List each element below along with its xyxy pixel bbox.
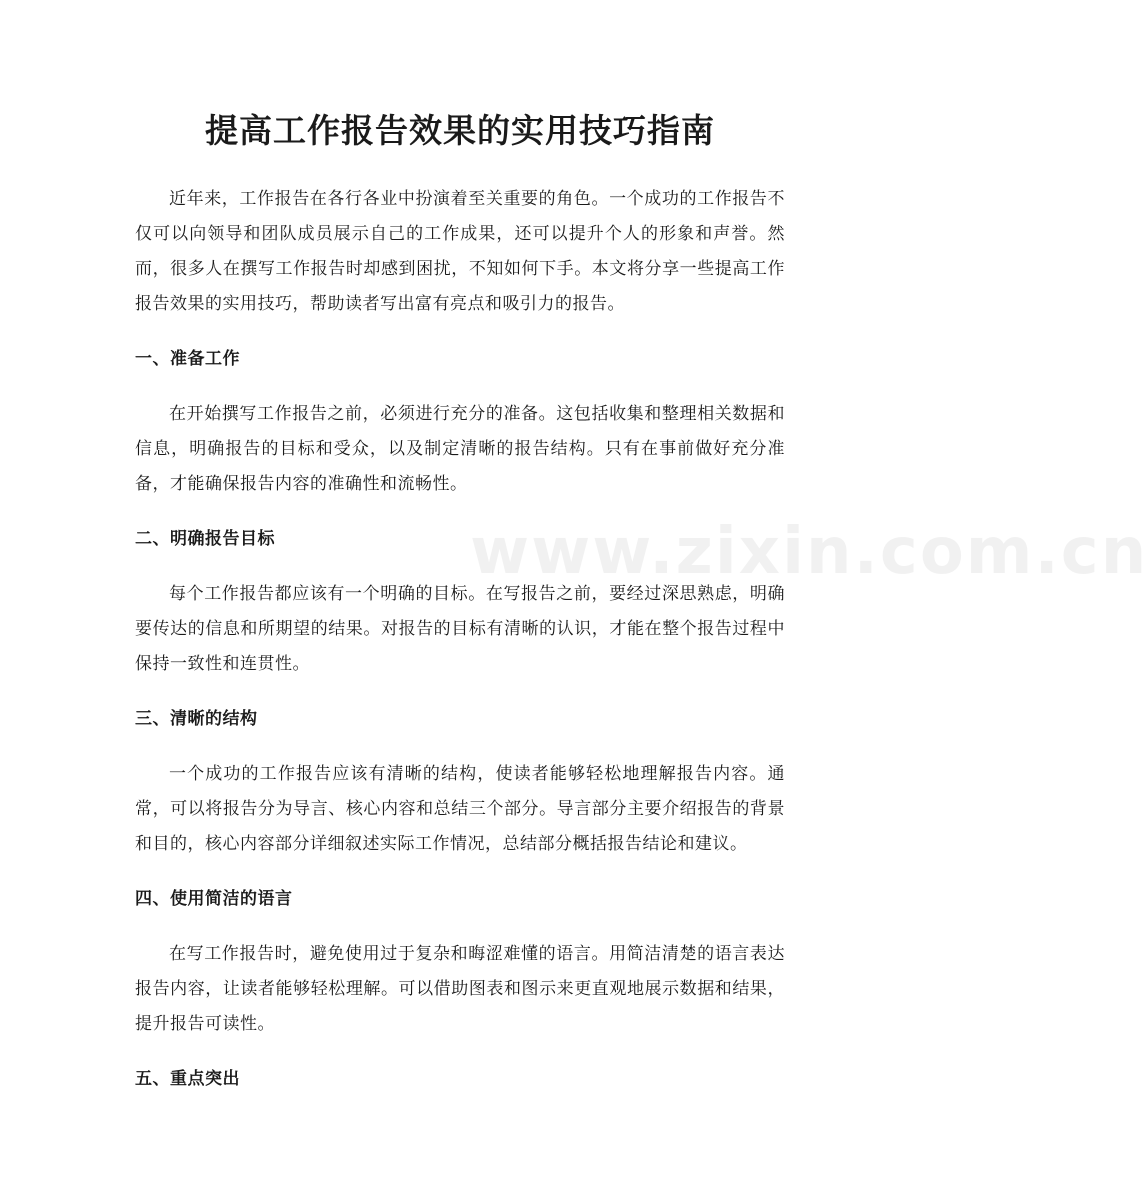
section-heading-preparation: 一、准备工作 — [135, 349, 240, 369]
page-title: 提高工作报告效果的实用技巧指南 — [205, 111, 715, 150]
section-paragraph-goal: 每个工作报告都应该有一个明确的目标。在写报告之前，要经过深思熟虑，明确要传达的信息和所期望的结果。对报告的目标有清晰的认识，才能在整个报告过程中保持一致性和连贯性。 — [135, 584, 785, 674]
document-body — [135, 182, 785, 1097]
section-paragraph-structure: 一个成功的工作报告应该有清晰的结构，使读者能够轻松地理解报告内容。通常，可以将报告分为导言、核心内容和总结三个部分。导言部分主要介绍报告的背景和目的，核心内容部分详细叙述实际工作情况，总结部分概括报告结论和建议。 — [135, 764, 785, 854]
intro-paragraph: 近年来，工作报告在各行各业中扮演着至关重要的角色。一个成功的工作报告不仅可以向领导和团队成员展示自己的工作成果，还可以提升个人的形象和声誉。然而，很多人在撰写工作报告时却感到困扰，不知如何下手。本文将分享一些提高工作报告效果的实用技巧，帮助读者写出富有亮点和吸引力的报告。 — [135, 189, 785, 314]
section-paragraph-preparation: 在开始撰写工作报告之前，必须进行充分的准备。这包括收集和整理相关数据和信息，明确报告的目标和受众，以及制定清晰的报告结构。只有在事前做好充分准备，才能确保报告内容的准确性和流畅性。 — [135, 404, 785, 494]
section-heading-goal: 二、明确报告目标 — [135, 529, 275, 549]
section-heading-emphasis: 五、重点突出 — [135, 1069, 240, 1089]
section-paragraph-language: 在写工作报告时，避免使用过于复杂和晦涩难懂的语言。用简洁清楚的语言表达报告内容，让读者能够轻松理解。可以借助图表和图示来更直观地展示数据和结果，提升报告可读性。 — [135, 944, 785, 1034]
section-heading-language: 四、使用简洁的语言 — [135, 889, 293, 909]
section-heading-structure: 三、清晰的结构 — [135, 709, 258, 729]
watermark: www.zixin.com.cn — [470, 515, 1148, 589]
